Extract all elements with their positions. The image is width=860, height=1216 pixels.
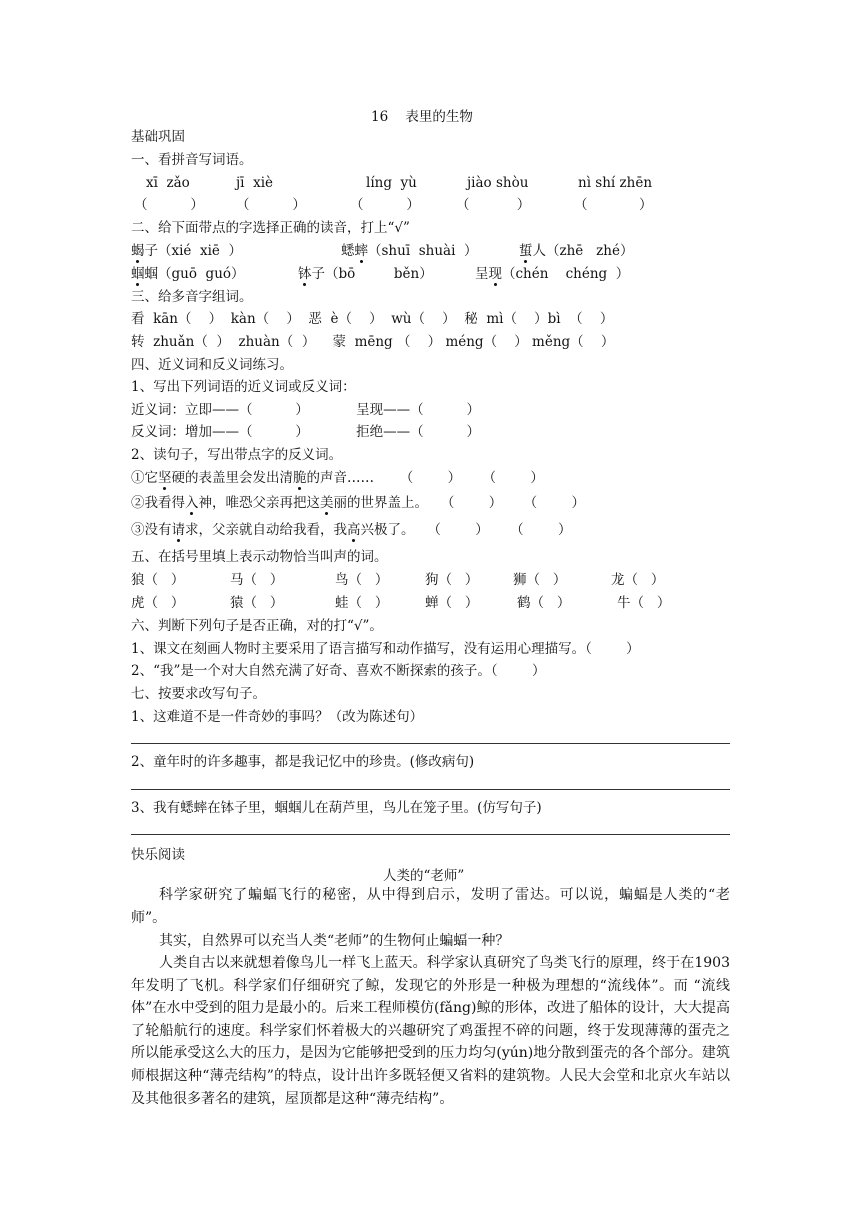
page-title: 16 表里的生物 [371,109,473,125]
q3-row-2[interactable]: 转 zhuǎn（ ） zhuàn（ ） 蒙 mēng （ ） méng（ ） měng（ ） [131,334,615,350]
section-reading: 快乐阅读 [131,847,185,863]
q7-sentence-1: 1、这难道不是一件奇妙的事吗？（改为陈述句） [131,709,424,725]
reading-paragraph-2: 其实，自然界可以充当人类“老师”的生物何止蝙蝠一种？ [159,933,510,949]
q1-pinyin-4: jiào shòu [467,175,529,191]
q1-blank-2[interactable]: （ ） [236,197,306,213]
q5-item[interactable]: 鹤（ ） [517,595,571,611]
q4-sentence-1[interactable]: ①它坚硬的表盖里会发出清脆的声音…… （ ） （ ） [131,470,544,486]
q4-heading: 四、近义词和反义词练习。 [131,357,293,373]
section-basic: 基础巩固 [131,129,185,145]
q2-item-4[interactable]: 蝈蝈（guō guó） [131,266,245,282]
q4-synonyms[interactable]: 近义词：立即——（ ） 呈现——（ ） [131,402,481,418]
q6-sentence-1[interactable]: 1、课文在刻画人物时主要采用了语言描写和动作描写，没有运用心理描写。（ ） [131,641,640,657]
q5-item[interactable]: 马（ ） [230,572,284,588]
q1-blank-4[interactable]: （ ） [456,197,531,213]
reading-paragraph-1: 科学家研究了蝙蝠飞行的秘密，从中得到启示，发明了雷达。可以说，蝙蝠是人类的“老师”。 [131,887,730,926]
q1-pinyin-5: nì shí zhēn [578,175,653,191]
q2-item-2[interactable]: 蟋蟀（shuī shuài ） [341,243,478,259]
q4-sub-1: 1、写出下列词语的近义词或反义词： [131,379,356,395]
q7-heading: 七、按要求改写句子。 [131,686,266,702]
q2-item-3[interactable]: 蜇人（zhē zhé） [519,243,634,259]
q5-item[interactable]: 鸟（ ） [335,572,389,588]
q7-sentence-2: 2、童年时的许多趣事，都是我记忆中的珍贵。(修改病句) [131,754,475,770]
q5-item[interactable]: 牛（ ） [617,595,671,611]
q2-item-5[interactable]: 钵子（bō běn） [298,266,433,282]
q5-item[interactable]: 狼（ ） [131,572,185,588]
q4-sub-2: 2、读句子，写出带点字的反义词。 [131,447,343,463]
q2-item-1[interactable]: 蝎子（xié xiē ） [131,243,243,259]
q5-item[interactable]: 虎（ ） [131,595,185,611]
q4-antonyms[interactable]: 反义词：增加——（ ） 拒绝——（ ） [131,424,481,440]
q3-row-1[interactable]: 看 kān（ ） kàn（ ） 恶 è（ ） wù（ ） 秘 mì（ ）bì （ ） [131,311,614,327]
answer-line-1[interactable] [131,743,730,744]
answer-line-3[interactable] [131,834,730,835]
q6-sentence-2[interactable]: 2、“我”是一个对大自然充满了好奇、喜欢不断探索的孩子。（ ） [131,663,546,679]
q4-sentence-3[interactable]: ③没有请求，父亲就自动给我看，我高兴极了。 （ ） （ ） [131,522,572,538]
q2-heading: 二、给下面带点的字选择正确的读音，打上“√” [131,220,410,236]
q1-blank-1[interactable]: （ ） [134,197,204,213]
q5-item[interactable]: 猿（ ） [230,595,284,611]
q1-heading: 一、看拼音写词语。 [131,152,253,168]
q5-item[interactable]: 龙（ ） [611,572,665,588]
q5-item[interactable]: 狗（ ） [425,572,479,588]
q1-pinyin-1: xī zǎo [146,175,190,191]
q5-item[interactable]: 狮（ ） [513,572,567,588]
reading-paragraph-3: 人类自古以来就想着像鸟儿一样飞上蓝天。科学家认真研究了鸟类飞行的原理，终于在1903年发明了飞机。科学家们仔细研究了鲸，发现它的外形是一种极为理想的“流线体”。而 “流线体”在水中受到的阻力是最小的。后来工程师模仿(fǎng)鲸的形体，改进了船体的设计，大大提高了轮船航行的速度。科学家们怀着极大的兴趣研究了鸡蛋捏不碎的问题，终于发现薄薄的蛋壳之所以能承受这么大的压力，是因为它能够把受到的压力均匀(yún)地分散到蛋壳的各个部分。建筑师根据这种“薄壳结构”的特点，设计出许多既轻便又省料的建筑物。人民大会堂和北京火车站以及其他很多著名的建筑，屋顶都是这种“薄壳结构”。 [131,955,730,1107]
q5-item[interactable]: 蝉（ ） [425,595,479,611]
q4-sentence-2[interactable]: ②我看得入神，唯恐父亲再把这美丽的世界盖上。 （ ） （ ） [131,495,585,511]
q1-blank-3[interactable]: （ ） [350,197,420,213]
q5-heading: 五、在括号里填上表示动物恰当叫声的词。 [131,549,388,565]
reading-title: 人类的“老师” [383,868,465,884]
q3-heading: 三、给多音字组词。 [131,289,253,305]
q1-pinyin-2: jī xiè [236,175,274,191]
q6-heading: 六、判断下列句子是否正确，对的打“√”。 [131,618,383,634]
q5-item[interactable]: 蛙（ ） [335,595,389,611]
q7-sentence-3: 3、我有蟋蟀在钵子里，蝈蝈儿在葫芦里，鸟儿在笼子里。(仿写句子) [131,800,542,816]
q1-blank-5[interactable]: （ ） [574,197,653,213]
q2-item-6[interactable]: 呈现（chén chéng ） [475,266,630,282]
q1-pinyin-3: líng yù [366,175,417,191]
answer-line-2[interactable] [131,789,730,790]
